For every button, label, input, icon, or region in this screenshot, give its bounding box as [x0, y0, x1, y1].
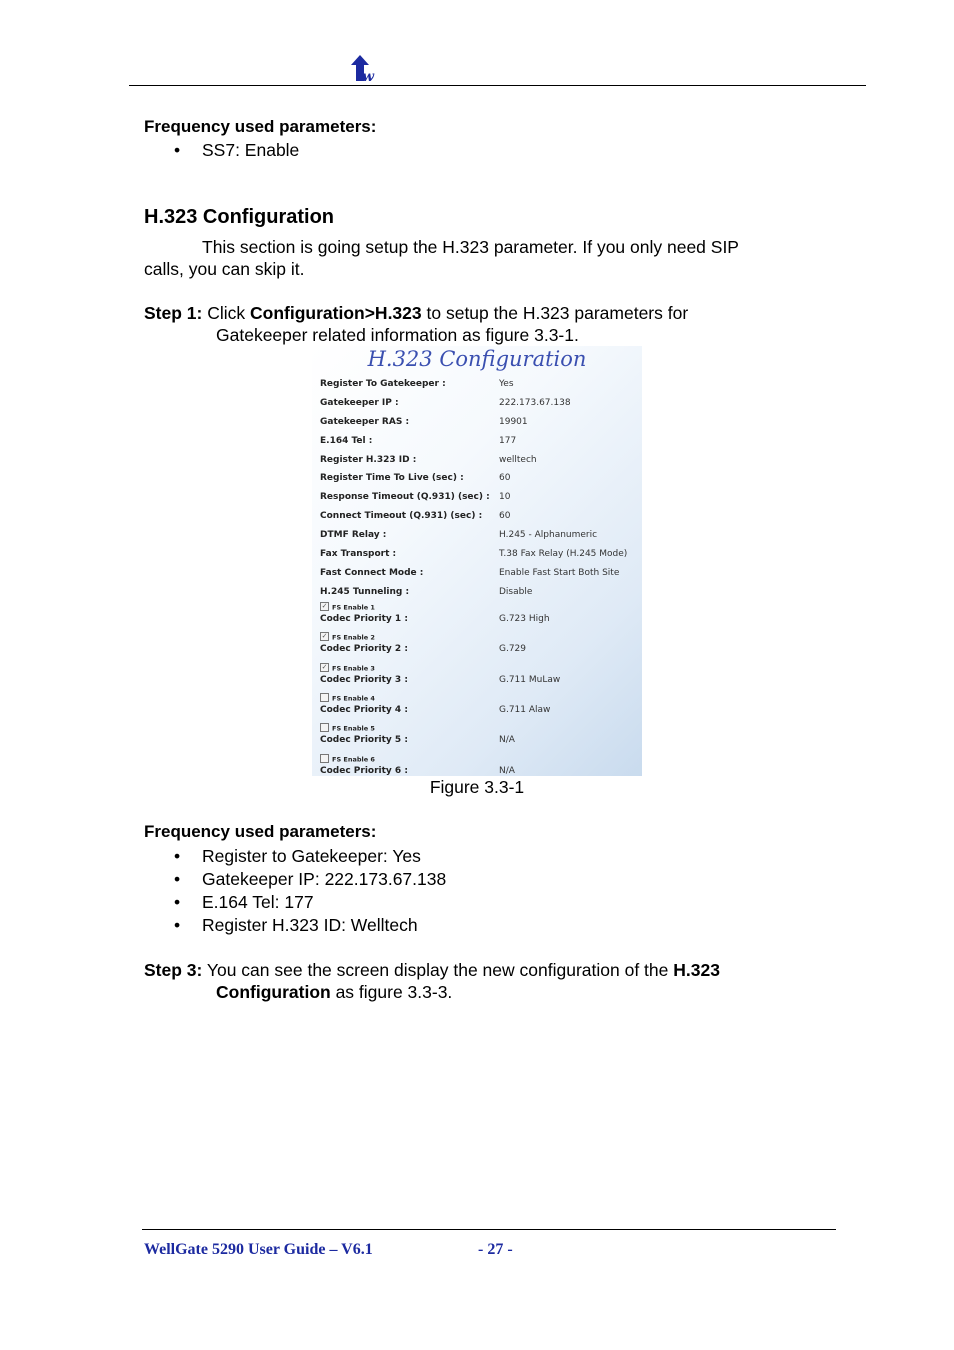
- bullet-icon: •: [174, 140, 181, 160]
- fs-enable-label: FS Enable 2: [332, 633, 375, 642]
- header-rule: [129, 85, 866, 86]
- config-value: 10: [499, 492, 511, 502]
- list-item-label: Gatekeeper IP: 222.173.67.138: [202, 869, 447, 889]
- section-heading: Frequency used parameters:: [144, 117, 377, 136]
- codec-label: Codec Priority 6 :: [320, 765, 408, 776]
- checkbox-icon[interactable]: [320, 693, 329, 702]
- config-value: welltech: [499, 455, 537, 465]
- codec-value: N/A: [499, 765, 515, 776]
- codec-label: Codec Priority 5 :: [320, 735, 408, 746]
- fs-enable-label: FS Enable 5: [332, 724, 375, 733]
- page-title: H.323 Configuration: [144, 206, 335, 228]
- codec-value: G.711 MuLaw: [499, 674, 561, 685]
- config-value: 60: [499, 511, 511, 521]
- fs-enable-label: FS Enable 4: [332, 694, 375, 703]
- step-1: [144, 302, 688, 324]
- codec-label: Codec Priority 4 :: [320, 704, 408, 715]
- h323-config-screenshot: [312, 346, 642, 776]
- config-label: Register H.323 ID :: [320, 455, 417, 465]
- codec-label: Codec Priority 3 :: [320, 674, 408, 685]
- menu-path: Configuration>H.323: [250, 303, 422, 323]
- config-label: Fast Connect Mode :: [320, 568, 424, 578]
- checkbox-icon[interactable]: [320, 754, 329, 763]
- bullet-icon: •: [174, 915, 181, 935]
- config-label: Gatekeeper IP :: [320, 398, 399, 408]
- intro-text-cont: calls, you can skip it.: [144, 259, 305, 279]
- list-item-label: E.164 Tel: 177: [202, 892, 314, 912]
- config-label: Gatekeeper RAS :: [320, 417, 410, 427]
- codec-label: Codec Priority 2 :: [320, 644, 408, 655]
- footer-rule: [142, 1229, 836, 1230]
- step-text: You can see the screen display the new configuration of the: [202, 960, 674, 980]
- config-label: Response Timeout (Q.931) (sec) :: [320, 492, 490, 502]
- fs-enable-checkbox[interactable]: [320, 664, 375, 673]
- config-value: 19901: [499, 417, 528, 427]
- list-item-label: Register to Gatekeeper: Yes: [202, 846, 421, 866]
- list-item: [174, 915, 574, 937]
- list-item: [174, 869, 574, 891]
- step-label: Step 1:: [144, 303, 203, 323]
- page-number: - 27 -: [478, 1241, 513, 1258]
- fs-enable-checkbox[interactable]: [320, 603, 375, 612]
- config-label: Fax Transport :: [320, 549, 397, 559]
- checkbox-icon[interactable]: [320, 723, 329, 732]
- config-label: Register To Gatekeeper :: [320, 379, 446, 389]
- config-value: Yes: [499, 379, 514, 389]
- fs-enable-label: FS Enable 1: [332, 603, 375, 612]
- screenshot-title: H.323 Configuration: [367, 347, 587, 371]
- figure-caption: Figure 3.3-1: [429, 777, 525, 797]
- step-label: Step 3:: [144, 960, 203, 980]
- config-value: Enable Fast Start Both Site: [499, 568, 620, 578]
- fs-enable-label: FS Enable 6: [332, 755, 375, 763]
- svg-text:w: w: [362, 69, 375, 82]
- codec-value: G.723 High: [499, 614, 550, 624]
- footer-title: WellGate 5290 User Guide – V6.1: [144, 1241, 373, 1258]
- fs-enable-checkbox[interactable]: [320, 633, 375, 642]
- fs-enable-checkbox[interactable]: [320, 755, 375, 764]
- config-name: Configuration: [216, 982, 331, 1002]
- config-value: T.38 Fax Relay (H.245 Mode): [499, 549, 628, 559]
- checkbox-checked-icon[interactable]: ✓: [321, 602, 328, 610]
- config-value: 177: [499, 436, 517, 446]
- intro-text: This section is going setup the H.323 parameter. If you only need SIP: [202, 237, 739, 257]
- config-value: 222.173.67.138: [499, 398, 571, 408]
- fs-enable-label: FS Enable 3: [332, 664, 375, 673]
- list-item: [174, 892, 574, 914]
- codec-label: Codec Priority 1 :: [320, 614, 408, 624]
- codec-value: N/A: [499, 735, 515, 746]
- config-name: H.323: [673, 960, 720, 980]
- list-item: [174, 140, 574, 162]
- list-item-label: Register H.323 ID: Welltech: [202, 915, 418, 935]
- config-label: DTMF Relay :: [320, 530, 387, 540]
- config-label: H.245 Tunneling :: [320, 587, 410, 597]
- fs-enable-checkbox[interactable]: [320, 694, 375, 703]
- bullet-icon: •: [174, 846, 181, 866]
- step-text: Click: [207, 303, 251, 323]
- step-1-cont: Gatekeeper related information as figure 3.3-1.: [216, 325, 579, 345]
- step-text: to setup the H.323 parameters for: [421, 303, 689, 323]
- bullet-icon: •: [174, 869, 181, 889]
- config-value: H.245 - Alphanumeric: [499, 530, 598, 540]
- config-value: Disable: [499, 587, 533, 597]
- company-logo-icon: [349, 55, 379, 82]
- checkbox-checked-icon[interactable]: ✓: [321, 632, 328, 641]
- step-3: [144, 959, 720, 981]
- config-label: E.164 Tel :: [320, 436, 373, 446]
- codec-value: G.729: [499, 644, 527, 655]
- fs-enable-checkbox[interactable]: [320, 724, 375, 733]
- section-heading: Frequency used parameters:: [144, 822, 377, 841]
- step-3-cont: [216, 981, 452, 1003]
- checkbox-checked-icon[interactable]: ✓: [321, 662, 328, 671]
- bullet-icon: •: [174, 892, 181, 912]
- config-label: Connect Timeout (Q.931) (sec) :: [320, 511, 483, 521]
- config-label: Register Time To Live (sec) :: [320, 473, 464, 483]
- step-text: as figure 3.3-3.: [330, 982, 453, 1002]
- list-item: [174, 846, 574, 868]
- codec-value: G.711 Alaw: [499, 704, 551, 715]
- list-item-label: SS7: Enable: [202, 140, 300, 160]
- config-value: 60: [499, 473, 511, 483]
